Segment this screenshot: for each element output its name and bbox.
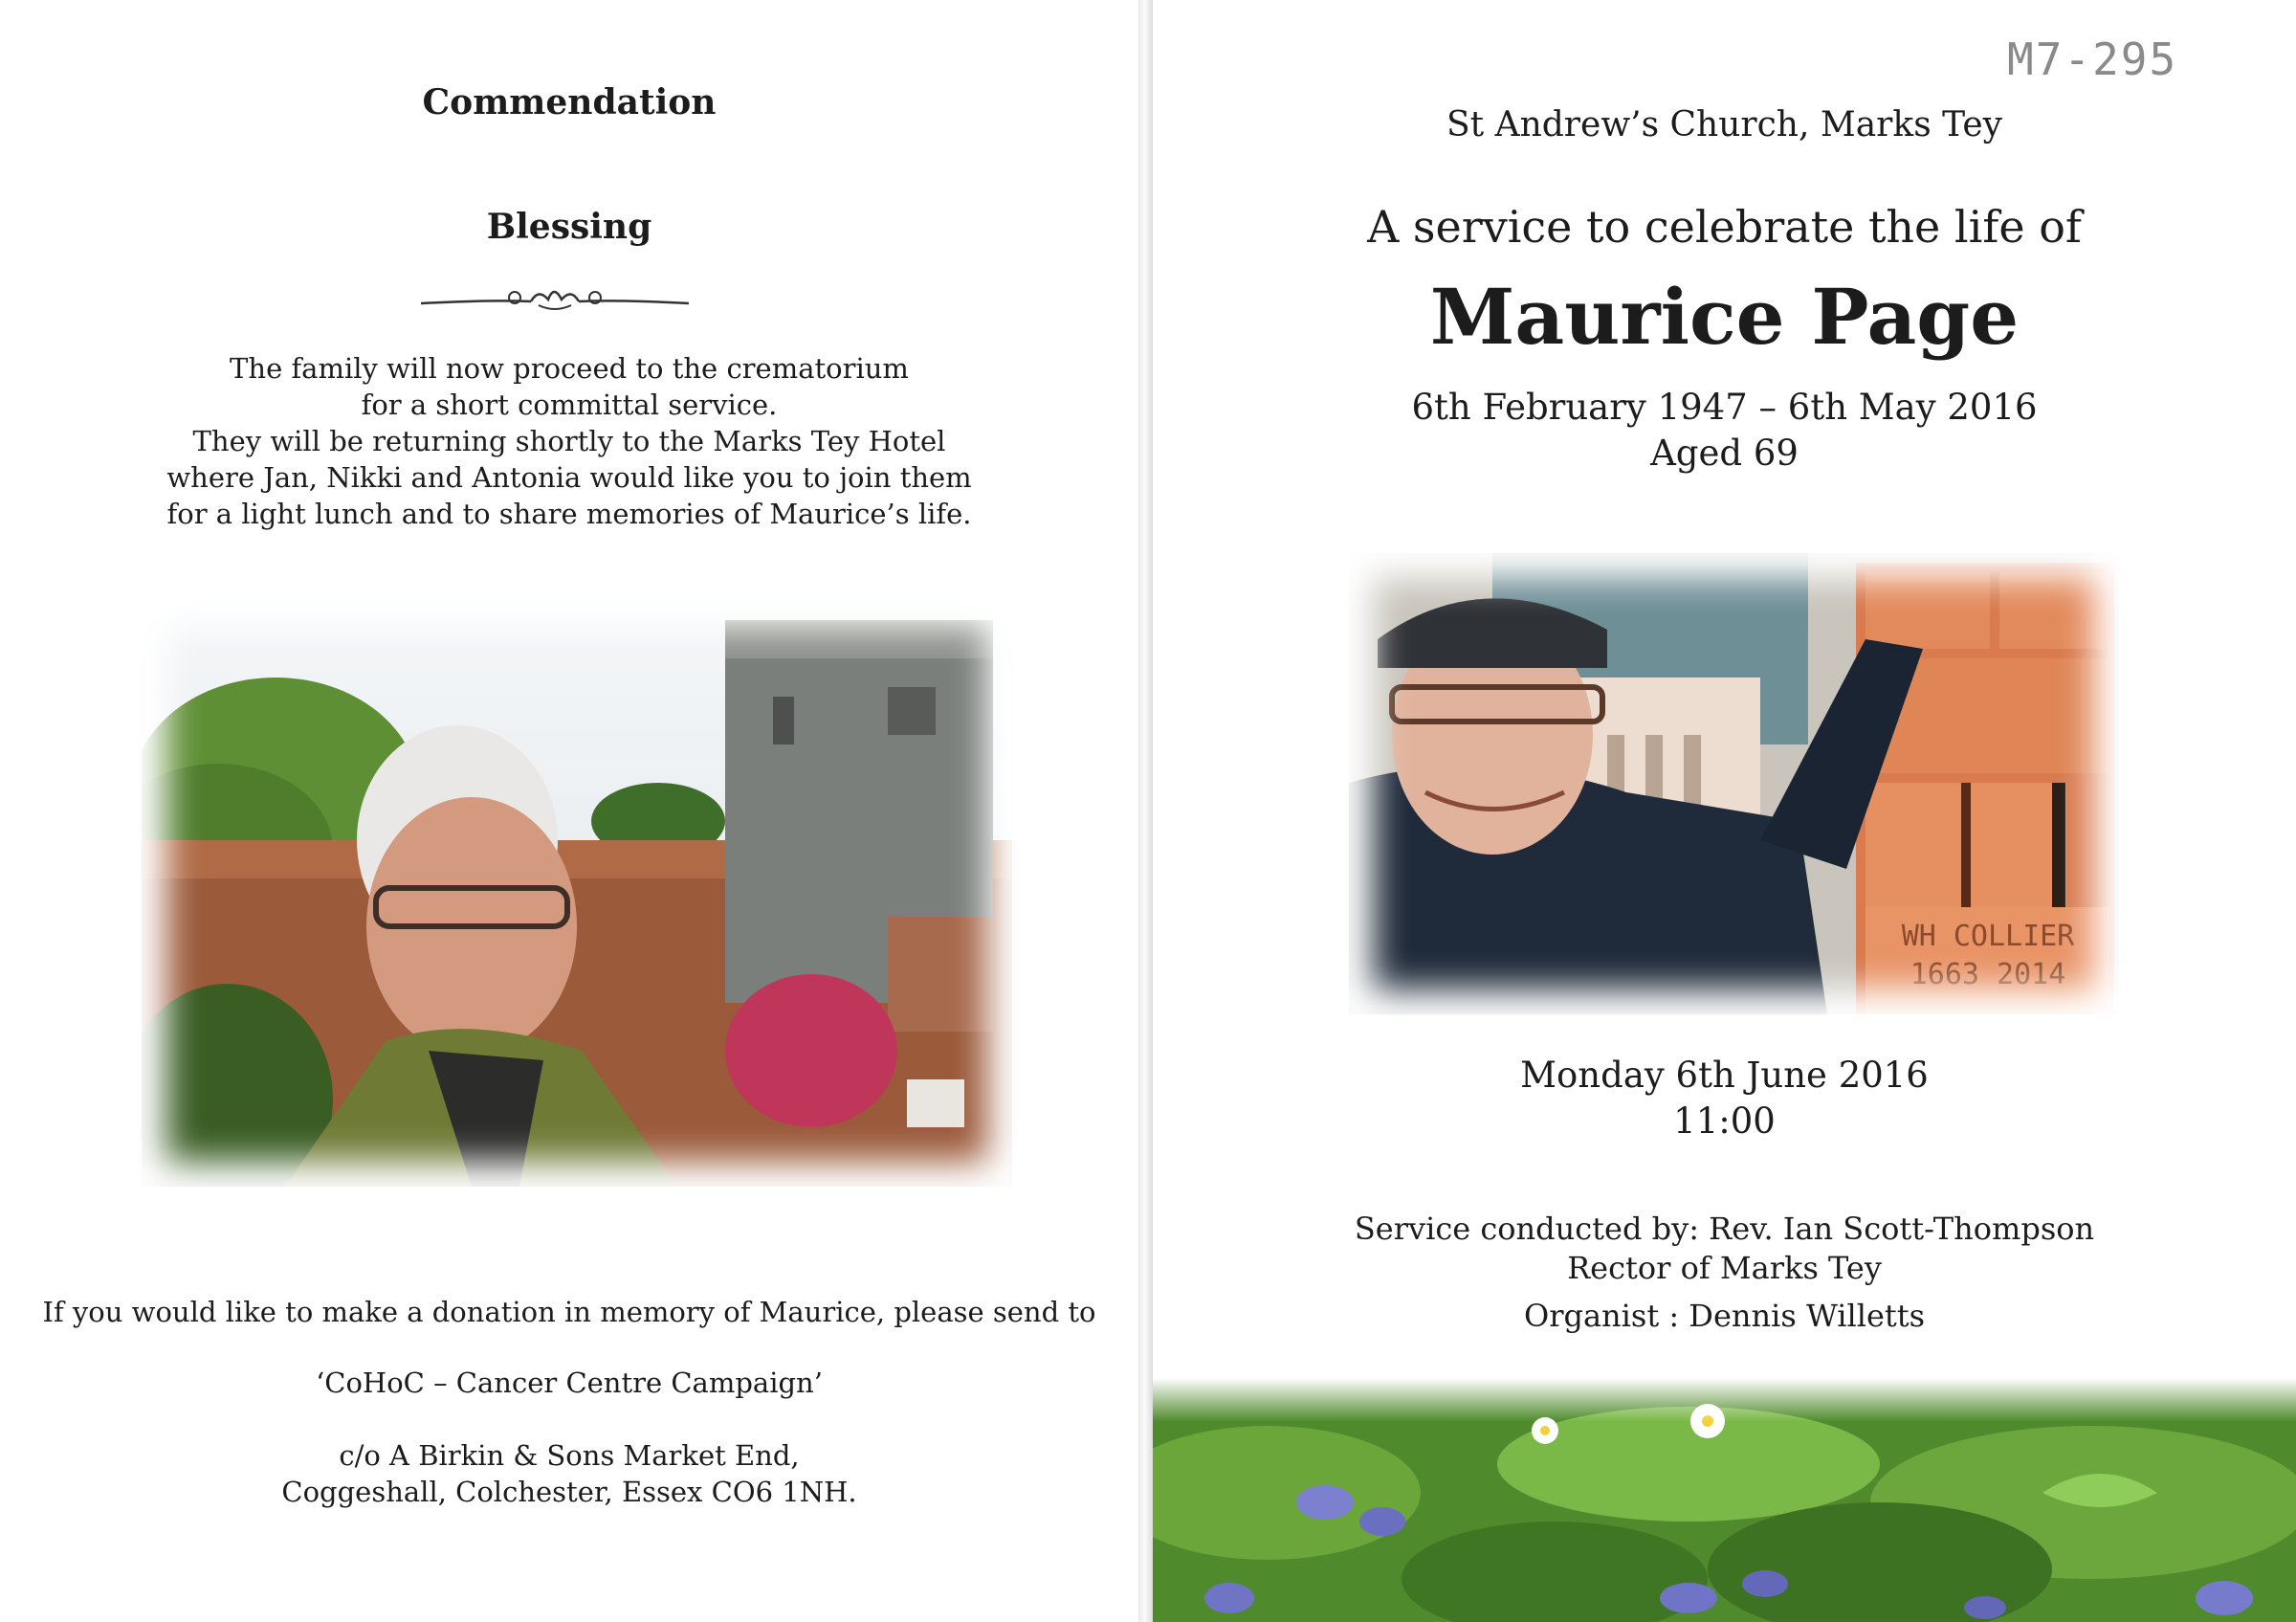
rector-title: Rector of Marks Tey (1567, 1250, 1882, 1286)
service-time: 11:00 (1673, 1100, 1776, 1142)
deceased-name: Maurice Page (1429, 272, 2020, 362)
organist: Organist : Dennis Willetts (1523, 1298, 1926, 1334)
maurice-garden-photo (142, 601, 1012, 1187)
committal-paragraph (0, 350, 1138, 532)
address-line-1: c/o A Birkin & Sons Market End, (339, 1439, 800, 1472)
maurice-brick-photo (1349, 553, 2119, 1014)
service-date: Monday 6th June 2016 (1520, 1055, 1929, 1096)
flourish-divider-icon (416, 282, 694, 317)
paragraph-line: for a light lunch and to share memories of Maurice’s life. (166, 498, 972, 530)
paragraph-line: for a short committal service. (361, 389, 778, 421)
brick-stamp-text-2: 1663 2014 (1910, 958, 2066, 991)
paragraph-line: They will be returning shortly to the Marks Tey Hotel (192, 425, 946, 457)
paragraph-line: where Jan, Nikki and Antonia would like you to join them (166, 461, 972, 494)
paragraph-line: The family will now proceed to the crematorium (230, 352, 909, 385)
brick-stamp-text-1: WH COLLIER (1901, 920, 2075, 953)
church-name: St Andrew’s Church, Marks Tey (1446, 105, 2002, 144)
bluebell-flowers-image (1153, 1378, 2296, 1622)
conducted-by: Service conducted by: Rev. Ian Scott-Thompson (1354, 1211, 2095, 1247)
handwritten-reference: M7-295 (2007, 33, 2178, 85)
address-line-2: Coggeshall, Colchester, Essex CO6 1NH. (281, 1476, 857, 1508)
page-fold (1138, 0, 1153, 1622)
age: Aged 69 (1650, 433, 1799, 474)
left-page (0, 0, 1138, 1622)
life-dates: 6th February 1947 – 6th May 2016 (1411, 387, 2038, 428)
donation-line: If you would like to make a donation in memory of Maurice, please send to (42, 1296, 1096, 1328)
blessing-heading: Blessing (486, 207, 652, 247)
charity-name: ‘CoHoC – Cancer Centre Campaign’ (316, 1366, 823, 1399)
service-intro: A service to celebrate the life of (1367, 201, 2082, 253)
commendation-heading: Commendation (422, 82, 717, 122)
